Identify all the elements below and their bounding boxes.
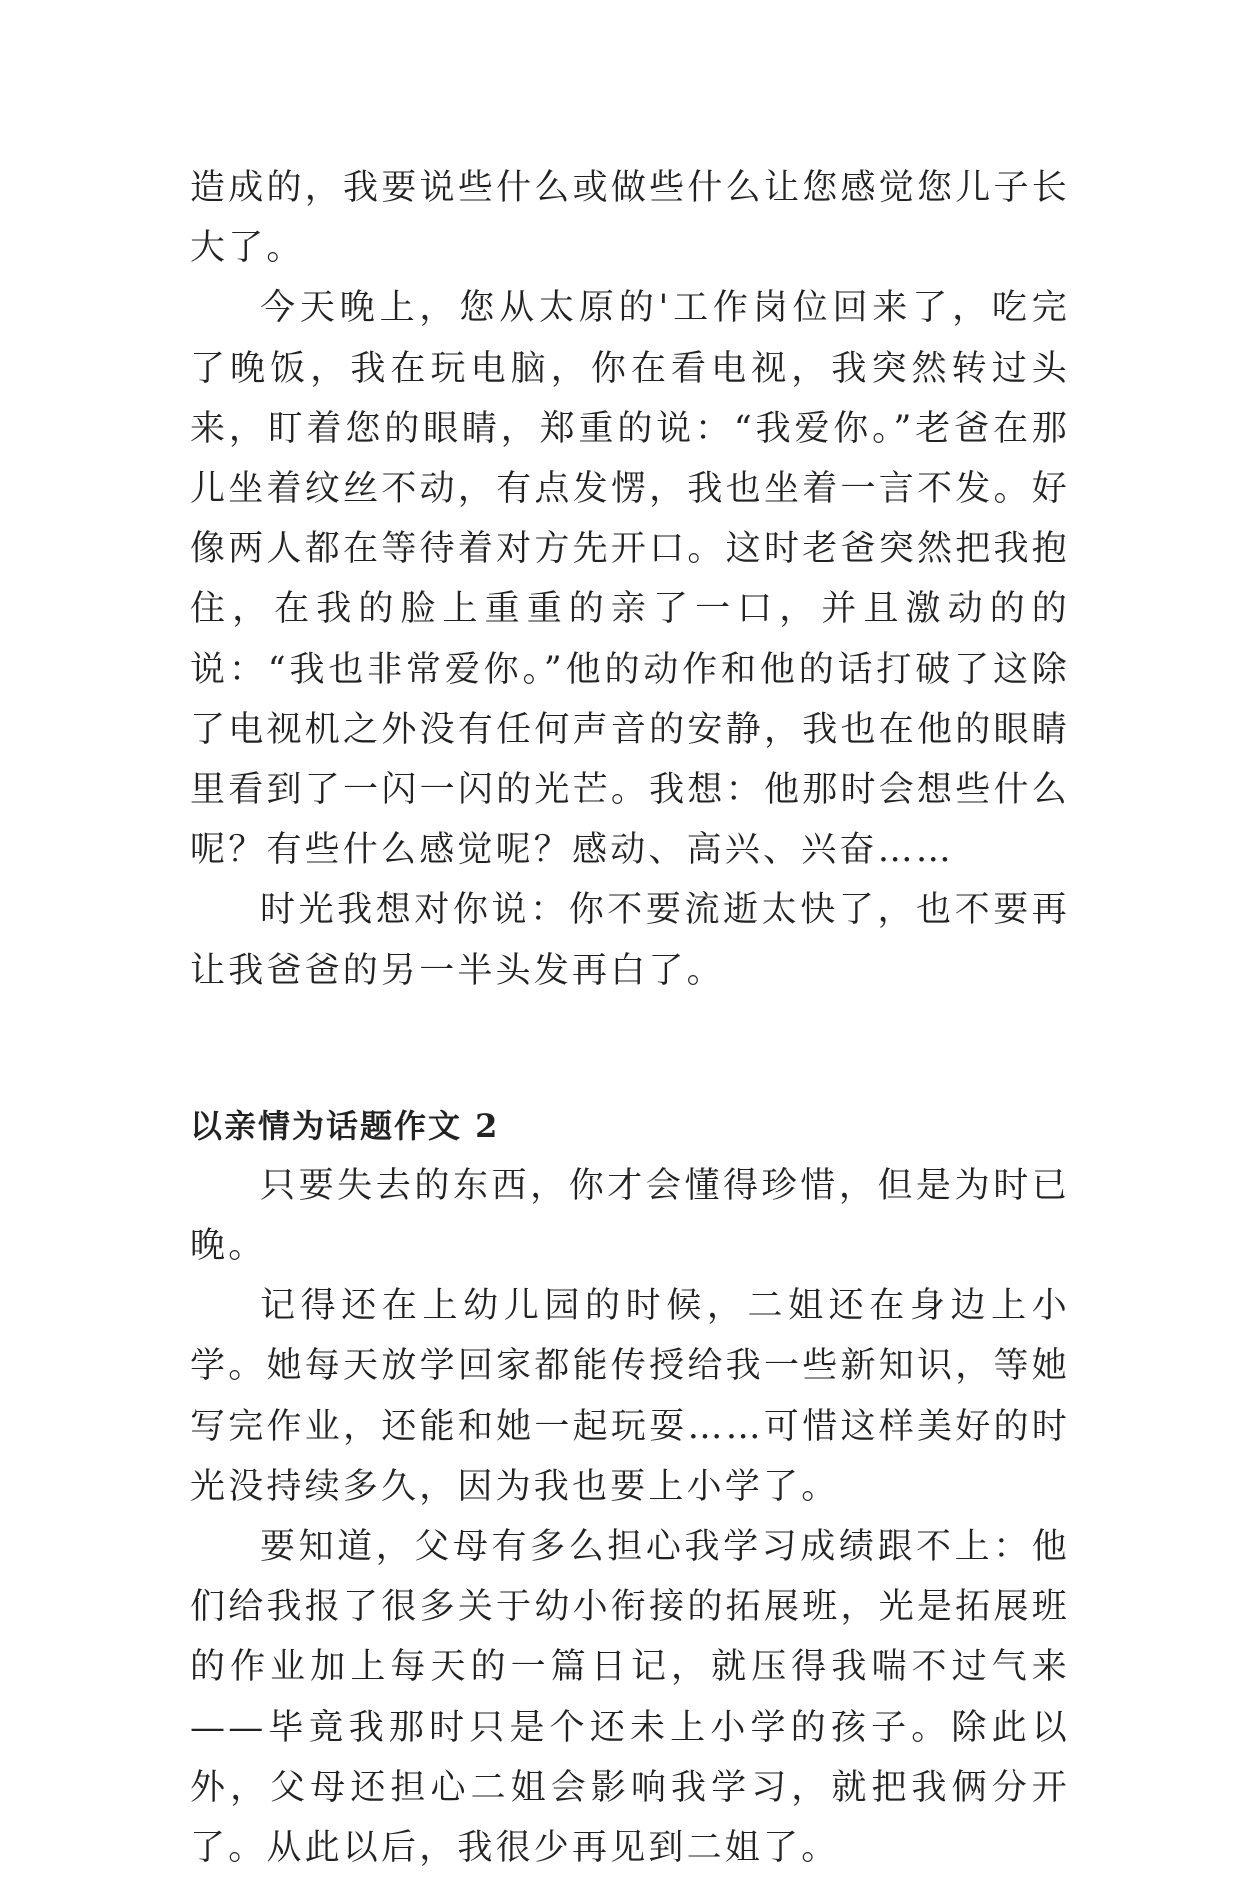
paragraph-cherish: 只要失去的东西，你才会懂得珍惜，但是为时已晚。 (190, 1165, 1070, 1267)
paragraph-evening-story: 今天晚上，您从太原的'工作岗位回来了，吃完了晚饭，我在玩电脑，你在看电视，我突然转过头来，盯着您的眼睛，郑重的说：“我爱你。”老爸在那儿坐着纹丝不动，有点发愣，我也坐着一言不发。好像两人都在等待着对方先开口。这时老爸突然把我抱住，在我的脸上重重的亲了一口，并且激动的的说：“我也非常爱你。”他的动作和他的话打破了这除了电视机之外没有任何声音的安静，我也在他的眼睛里看到了一闪一闪的光芒。我想：他那时会想些什么呢？有些什么感觉呢？感动、高兴、兴奋…… (190, 288, 1070, 871)
document-body (190, 158, 1070, 1878)
paragraph-kindergarten: 记得还在上幼儿园的时候，二姐还在身边上小学。她每天放学回家都能传授给我一些新知识，等她写完作业，还能和她一起玩耍……可惜这样美好的时光没持续多久，因为我也要上小学了。 (190, 1286, 1070, 1507)
paragraph-continuation: 造成的，我要说些什么或做些什么让您感觉您儿子长大了。 (190, 168, 1070, 269)
essay-title: 以亲情为话题作文 2 (190, 1106, 500, 1145)
paragraph-time-wish: 时光我想对你说：你不要流逝太快了，也不要再让我爸爸的另一半头发再白了。 (190, 890, 1070, 991)
paragraph-parents-worry: 要知道，父母有多么担心我学习成绩跟不上：他们给我报了很多关于幼小衔接的拓展班，光是拓展班的作业加上每天的一篇日记，就压得我喘不过气来——毕竟我那时只是个还未上小学的孩子。除此以外，父母还担心二姐会影响我学习，就把我俩分开了。从此以后，我很少再见到二姐了。 (190, 1527, 1070, 1869)
